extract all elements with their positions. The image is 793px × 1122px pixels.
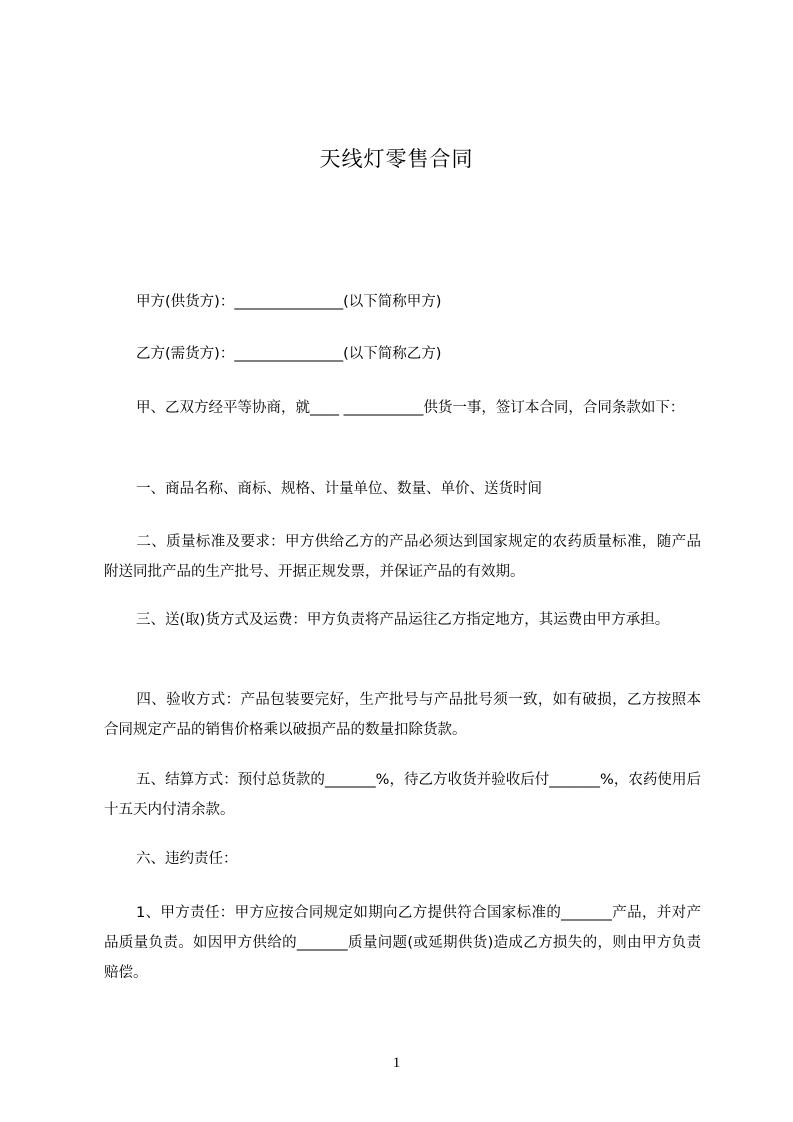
clause-1-text: 一、商品名称、商标、规格、计量单位、数量、单价、送货时间 [136,481,542,497]
preamble-paragraph [104,393,701,423]
clause-3-paragraph [104,605,701,635]
document-title: 天线灯零售合同 [319,147,474,171]
clause-6-text: 六、违约责任： [136,851,238,867]
clause-4-paragraph [104,685,701,745]
clause-3-text: 三、送(取)货方式及运费：甲方负责将产品运往乙方指定地方，其运费由甲方承担。 [136,612,670,628]
clause-2-text: 二、质量标准及要求：甲方供给乙方的产品必须达到国家规定的农药质量标准，随产品附送同批产品的生产批号、开据正规发票，并保证产品的有效期。 [104,534,701,580]
clause-4-text: 四、验收方式：产品包装要完好，生产批号与产品批号须一致，如有破损，乙方按照本合同规定产品的销售价格乘以破损产品的数量扣除货款。 [104,692,701,738]
party-a-text: 甲方(供货方)：_______________(以下简称甲方) [136,294,442,310]
clause-5-text: 五、结算方式：预付总货款的_______%，待乙方收货并验收后付_______%，农药使用后十五天内付清余款。 [104,772,701,818]
clause-1-paragraph [104,474,701,504]
clause-6-1-text: 1、甲方责任：甲方应按合同规定如期向乙方提供符合国家标准的_______产品，并对产品质量负责。如因甲方供给的_______质量问题(或延期供货)造成乙方损失的，则由甲方负责赔偿。 [104,905,701,981]
clause-2-paragraph [104,527,701,587]
clause-6-1-paragraph [104,898,701,988]
preamble-text: 甲、乙双方经平等协商，就____ ___________供货一事，签订本合同，合同条款如下： [136,400,685,416]
clause-5-paragraph [104,765,701,825]
party-b-line [104,339,701,369]
page-number: 1 [392,1055,401,1071]
party-a-line [104,287,701,317]
party-b-text: 乙方(需货方)：_______________(以下简称乙方) [136,346,442,362]
clause-6-paragraph [104,844,701,874]
